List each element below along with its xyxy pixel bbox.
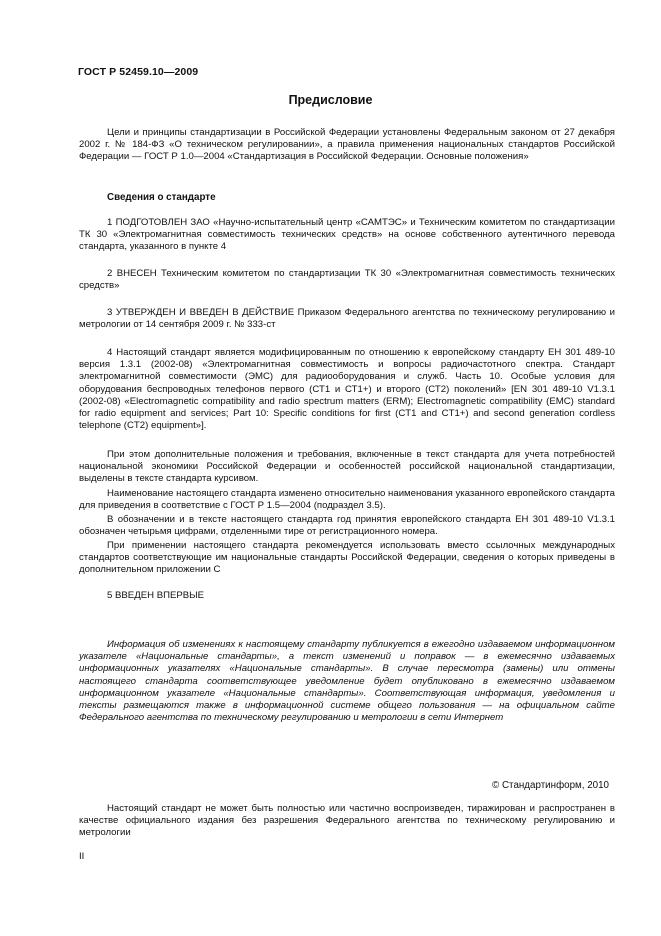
standard-code-header: ГОСТ Р 52459.10—2009 <box>78 66 199 78</box>
info-heading: Сведения о стандарте <box>107 192 216 203</box>
intro-paragraph: Цели и принципы стандартизации в Российской Федерации установлены Федеральным законом от 27 декабря 2002 г. № 184-ФЗ «О техническом регулировании», а правила применения национальных стандартов Российской Федерации — ГОСТ Р 1.0—2004 «Стандартизация в Российской Федерации. Основные положения» <box>79 127 615 163</box>
item-3: 3 УТВЕРЖДЕН И ВВЕДЕН В ДЕЙСТВИЕ Приказом Федерального агентства по техническому регулированию и метрологии от 14 сентября 2009 г. № 333-ст <box>79 307 615 331</box>
rights-paragraph: Настоящий стандарт не может быть полностью или частично воспроизведен, тиражирован и распространен в качестве официального издания без разрешения Федерального агентства по техническому регулированию и метрологии <box>79 803 615 839</box>
item-5: 5 ВВЕДЕН ВПЕРВЫЕ <box>107 590 205 601</box>
item-4-references: При применении настоящего стандарта рекомендуется использовать вместо ссылочных международных стандартов соответствующие им национальные стандарты Российской Федерации, сведения о которых приведены в дополнительном приложении С <box>79 540 615 576</box>
notice-paragraph: Информация об изменениях к настоящему стандарту публикуется в ежегодно издаваемом информационном указателе «Национальные стандарты», а текст изменений и поправок — в ежемесячно издаваемых информационных указателях «Национальные стандарты». В случае пересмотра (замены) или отмены настоящего стандарта соответствующее уведомление будет опубликовано в ежемесячно издаваемом информационном указателе «Национальные стандарты». Соответствующая информация, уведомления и тексты размещаются также в информационной системе общего пользования — на официальном сайте Федерального агентства по техническому регулированию и метрологии в сети Интернет <box>79 639 615 724</box>
item-2: 2 ВНЕСЕН Техническим комитетом по стандартизации ТК 30 «Электромагнитная совместимость технических средств» <box>79 268 615 292</box>
page-number: II <box>79 851 85 862</box>
item-4: 4 Настоящий стандарт является модифицированным по отношению к европейскому стандарту ЕН 301 489-10 версия 1.3.1 (2002-08) «Электромагнитная совместимость и вопросы радиочастотного спектра. Стандарт электромагнитной совместимости (ЭМС) для радиооборудования и служб. Часть 10. Особые условия для оборудования беспроводных телефонов первого (СТ1 и СТ1+) и второго (СТ2) поколений» [EN 301 489-10 V1.3.1 (2002-08) «Electromagnetic compatibility and radio spectrum matters (ERM); Electromagnetic compatibility (EMC) standard for radio equipment and services; Part 10: Specific conditions for first (CT1 and CT1+) and second generation cordless telephone (CT2) equipment»]. <box>79 347 615 432</box>
copyright-line: © Стандартинформ, 2010 <box>492 780 609 791</box>
item-4-designation: В обозначении и в тексте настоящего стандарта год принятия европейского стандарта ЕН 301 489-10 V1.3.1 обозначен четырьмя цифрами, отделенными тире от регистрационного номера. <box>79 514 615 538</box>
page-title: Предисловие <box>288 93 373 107</box>
item-1: 1 ПОДГОТОВЛЕН ЗАО «Научно-испытательный центр «САМТЭС» и Техническим комитетом по стандартизации ТК 30 «Электромагнитная совместимость технических средств» на основе собственного аутентичного перевода стандарта, указанного в пункте 4 <box>79 217 615 253</box>
item-4-additional: При этом дополнительные положения и требования, включенные в текст стандарта для учета потребностей национальной экономики Российской Федерации и особенностей российской национальной стандартизации, выделены в тексте стандарта курсивом. <box>79 449 615 485</box>
item-4-name-change: Наименование настоящего стандарта изменено относительно наименования указанного европейского стандарта для приведения в соответствие с ГОСТ Р 1.5—2004 (подраздел 3.5). <box>79 488 615 512</box>
